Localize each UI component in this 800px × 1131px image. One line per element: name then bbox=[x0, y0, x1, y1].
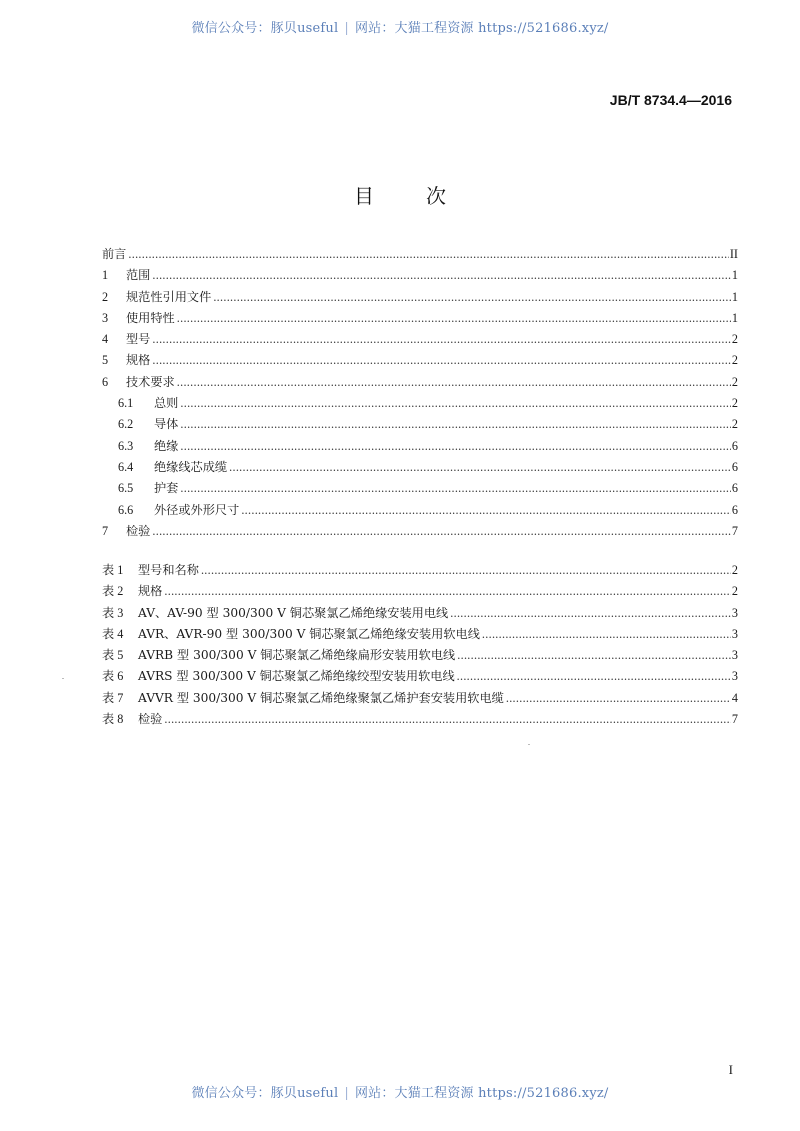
toc-page: 2 bbox=[731, 396, 738, 411]
toc-page: 6 bbox=[731, 438, 738, 453]
toc-subentry[interactable] bbox=[102, 500, 738, 521]
table-label: AV、AV-90 型 300/300 V 铜芯聚氯乙烯绝缘安装用电线 bbox=[138, 605, 449, 620]
table-number: 表 3 bbox=[102, 605, 124, 620]
standard-code: JB/T 8734.4—2016 bbox=[609, 92, 732, 108]
watermark-top bbox=[0, 17, 800, 36]
toc-number: 6 bbox=[102, 374, 109, 389]
leader-dots bbox=[482, 624, 731, 645]
table-number: 表 4 bbox=[102, 626, 124, 641]
table-entry[interactable] bbox=[102, 624, 738, 645]
toc-entry[interactable] bbox=[102, 244, 738, 265]
toc-label: 规范性引用文件 bbox=[126, 289, 212, 304]
toc-number: 6.2 bbox=[118, 417, 134, 432]
scan-speck bbox=[528, 744, 530, 745]
table-entry[interactable] bbox=[102, 709, 738, 730]
table-page: 3 bbox=[731, 648, 738, 663]
toc-page: 6 bbox=[731, 459, 738, 474]
toc-label: 规格 bbox=[126, 353, 151, 368]
toc-subentry[interactable] bbox=[102, 457, 738, 478]
table-page: 2 bbox=[731, 563, 738, 577]
toc-subentry[interactable] bbox=[102, 436, 738, 457]
table-entry[interactable] bbox=[102, 560, 738, 581]
leader-dots bbox=[241, 500, 731, 521]
toc-page: 2 bbox=[731, 417, 738, 432]
toc-page: 6 bbox=[731, 502, 738, 517]
toc-number: 1 bbox=[102, 268, 109, 283]
watermark-separator: | bbox=[344, 1086, 349, 1101]
table-page: 3 bbox=[731, 669, 738, 684]
leader-dots bbox=[450, 603, 731, 624]
toc-entry[interactable] bbox=[102, 265, 738, 286]
title-char-2: 次 bbox=[426, 184, 446, 208]
toc-number: 6.5 bbox=[118, 481, 134, 496]
table-number: 表 2 bbox=[102, 584, 124, 599]
toc-label: 护套 bbox=[154, 481, 179, 496]
table-number: 表 6 bbox=[102, 669, 124, 684]
leader-dots bbox=[177, 308, 731, 329]
toc-entry[interactable] bbox=[102, 308, 738, 329]
toc-label: 检验 bbox=[126, 523, 151, 538]
toc-page: 2 bbox=[731, 332, 738, 347]
toc-entry[interactable] bbox=[102, 287, 738, 308]
table-label: AVRB 型 300/300 V 铜芯聚氯乙烯绝缘扁形安装用软电线 bbox=[138, 648, 456, 663]
page-title bbox=[0, 180, 800, 209]
table-label: 检验 bbox=[138, 712, 163, 727]
leader-dots bbox=[180, 478, 731, 499]
toc-label: 绝缘线芯成缆 bbox=[154, 459, 228, 474]
toc-label: 技术要求 bbox=[126, 374, 175, 389]
watermark-separator: | bbox=[344, 21, 349, 36]
table-entry[interactable] bbox=[102, 581, 738, 602]
toc-entry[interactable] bbox=[102, 521, 738, 542]
title-char-1: 目 bbox=[354, 184, 374, 208]
leader-dots bbox=[201, 560, 731, 581]
toc-label: 总则 bbox=[154, 396, 179, 411]
toc-number: 6.3 bbox=[118, 438, 134, 453]
leader-dots bbox=[213, 287, 731, 308]
table-number: 表 1 bbox=[102, 563, 124, 577]
leader-dots bbox=[128, 244, 729, 265]
toc-contents bbox=[102, 244, 738, 542]
leader-dots bbox=[180, 414, 731, 435]
table-number: 表 7 bbox=[102, 690, 124, 705]
toc-entry[interactable] bbox=[102, 350, 738, 371]
leader-dots bbox=[229, 457, 731, 478]
table-entry[interactable] bbox=[102, 603, 738, 624]
leader-dots bbox=[152, 329, 731, 350]
table-page: 4 bbox=[731, 690, 738, 705]
toc-number: 4 bbox=[102, 332, 109, 347]
toc-page: 1 bbox=[731, 289, 738, 304]
toc-number: 7 bbox=[102, 523, 109, 538]
leader-dots bbox=[180, 436, 731, 457]
toc-label: 范围 bbox=[126, 268, 151, 283]
leader-dots bbox=[152, 521, 731, 542]
table-label: AVVR 型 300/300 V 铜芯聚氯乙烯绝缘聚氯乙烯护套安装用软电缆 bbox=[138, 690, 504, 705]
leader-dots bbox=[152, 265, 731, 286]
toc-subentry[interactable] bbox=[102, 393, 738, 414]
toc-number: 2 bbox=[102, 289, 109, 304]
table-label: AVRS 型 300/300 V 铜芯聚氯乙烯绝缘绞型安装用软电线 bbox=[138, 669, 455, 684]
table-entry[interactable] bbox=[102, 645, 738, 666]
table-number: 表 5 bbox=[102, 648, 124, 663]
toc-label: 绝缘 bbox=[154, 438, 179, 453]
toc-entry[interactable] bbox=[102, 372, 738, 393]
leader-dots bbox=[177, 372, 731, 393]
scan-speck bbox=[62, 678, 64, 679]
toc-label: 前言 bbox=[102, 247, 127, 261]
watermark-website: 网站：大猫工程资源 https://521686.xyz/ bbox=[354, 21, 609, 36]
table-label: 规格 bbox=[138, 584, 163, 599]
toc-page: II bbox=[729, 247, 738, 261]
toc-number: 6.1 bbox=[118, 396, 134, 411]
toc-page: 2 bbox=[731, 353, 738, 368]
table-label: AVR、AVR-90 型 300/300 V 铜芯聚氯乙烯绝缘安装用软电线 bbox=[138, 626, 480, 641]
toc-number: 5 bbox=[102, 353, 109, 368]
toc-entry[interactable] bbox=[102, 329, 738, 350]
watermark-bottom bbox=[0, 1082, 800, 1101]
leader-dots bbox=[457, 666, 731, 687]
leader-dots bbox=[164, 581, 731, 602]
table-page: 3 bbox=[731, 605, 738, 620]
toc-number: 6.6 bbox=[118, 502, 134, 517]
table-label: 型号和名称 bbox=[138, 563, 199, 577]
toc-subentry[interactable] bbox=[102, 478, 738, 499]
toc-page: 6 bbox=[731, 481, 738, 496]
watermark-wechat: 微信公众号：豚贝useful bbox=[191, 1086, 339, 1101]
table-number: 表 8 bbox=[102, 712, 124, 727]
toc-page: 7 bbox=[731, 523, 738, 538]
toc-tables-list bbox=[102, 560, 738, 730]
toc-page: 1 bbox=[731, 310, 738, 325]
toc-label: 外径或外形尺寸 bbox=[154, 502, 240, 517]
toc-number: 3 bbox=[102, 310, 109, 325]
table-entry[interactable] bbox=[102, 666, 738, 687]
toc-number: 6.4 bbox=[118, 459, 134, 474]
toc-page: 1 bbox=[731, 268, 738, 283]
watermark-website: 网站：大猫工程资源 https://521686.xyz/ bbox=[354, 1086, 609, 1101]
leader-dots bbox=[457, 645, 731, 666]
toc-page: 2 bbox=[731, 374, 738, 389]
leader-dots bbox=[180, 393, 731, 414]
leader-dots bbox=[152, 350, 731, 371]
toc-label: 使用特性 bbox=[126, 310, 175, 325]
table-page: 3 bbox=[731, 626, 738, 641]
leader-dots bbox=[506, 688, 731, 709]
page-folio: I bbox=[728, 1062, 733, 1077]
toc-label: 导体 bbox=[154, 417, 179, 432]
watermark-wechat: 微信公众号：豚贝useful bbox=[191, 21, 339, 36]
table-entry[interactable] bbox=[102, 688, 738, 709]
table-page: 7 bbox=[731, 712, 738, 727]
leader-dots bbox=[164, 709, 731, 730]
table-page: 2 bbox=[731, 584, 738, 599]
toc-label: 型号 bbox=[126, 332, 151, 347]
toc-subentry[interactable] bbox=[102, 414, 738, 435]
